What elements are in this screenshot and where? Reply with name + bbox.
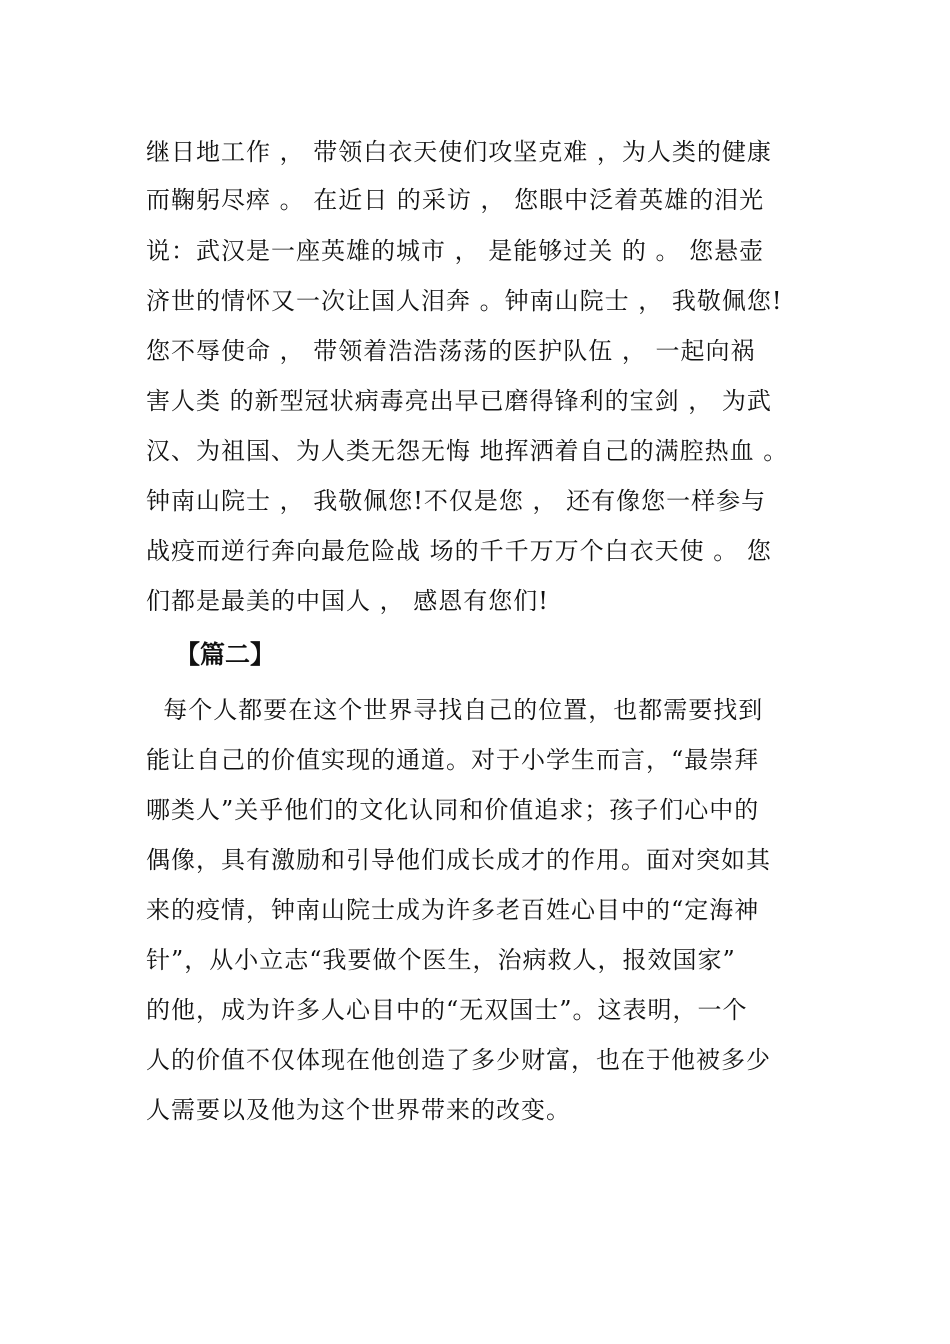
paragraph-line: 害人类 的新型冠状病毒亮出早已磨得锋利的宝剑 ， 为武: [146, 387, 772, 415]
paragraph-line: 汉、为祖国、为人类无怨无悔 地挥洒着自己的满腔热血 。: [146, 437, 789, 465]
paragraph-line: 战疫而逆行奔向最危险战 场的千千万万个白衣天使 。 您: [146, 537, 772, 565]
paragraph-line: 来的疫情，钟南山院士成为许多老百姓心目中的“定海神: [146, 896, 760, 924]
paragraph-line: 人需要以及他为这个世界带来的改变。: [146, 1096, 571, 1124]
paragraph-line: 您不辱使命 ， 带领着浩浩荡荡的医护队伍 ， 一起向祸: [146, 337, 756, 365]
paragraph-line: 们都是最美的中国人 ， 感恩有您们!: [146, 587, 549, 615]
paragraph-line: 能让自己的价值实现的通道。对于小学生而言，“最崇拜: [146, 746, 760, 774]
paragraph-line: 继日地工作 ， 带领白衣天使们攻坚克难 ，为人类的健康: [146, 138, 772, 166]
section-heading: 【篇二】: [175, 640, 276, 669]
paragraph-line: 说：武汉是一座英雄的城市 ， 是能够过关 的 。 您悬壶: [146, 237, 765, 265]
paragraph-line: 针”，从小立志“我要做个医生，治病救人，报效国家”: [146, 946, 736, 974]
paragraph-line: 哪类人”关乎他们的文化认同和价值追求；孩子们心中的: [146, 796, 760, 824]
paragraph-line: 济世的情怀又一次让国人泪奔 。钟南山院士 ， 我敬佩您!: [146, 287, 783, 315]
paragraph-line: 每个人都要在这个世界寻找自己的位置，也都需要找到: [146, 696, 764, 724]
paragraph-line: 的他，成为许多人心目中的“无双国士”。这表明，一个: [146, 996, 748, 1024]
paragraph-line: 人的价值不仅体现在他创造了多少财富，也在于他被多少: [146, 1046, 771, 1074]
paragraph-line: 钟南山院士 ， 我敬佩您!不仅是您 ， 还有像您一样参与: [146, 487, 767, 515]
paragraph-line: 而鞠躬尽瘁 。 在近日 的采访 ， 您眼中泛着英雄的泪光: [146, 186, 765, 214]
paragraph-line: 偶像，具有激励和引导他们成长成才的作用。面对突如其: [146, 846, 771, 874]
